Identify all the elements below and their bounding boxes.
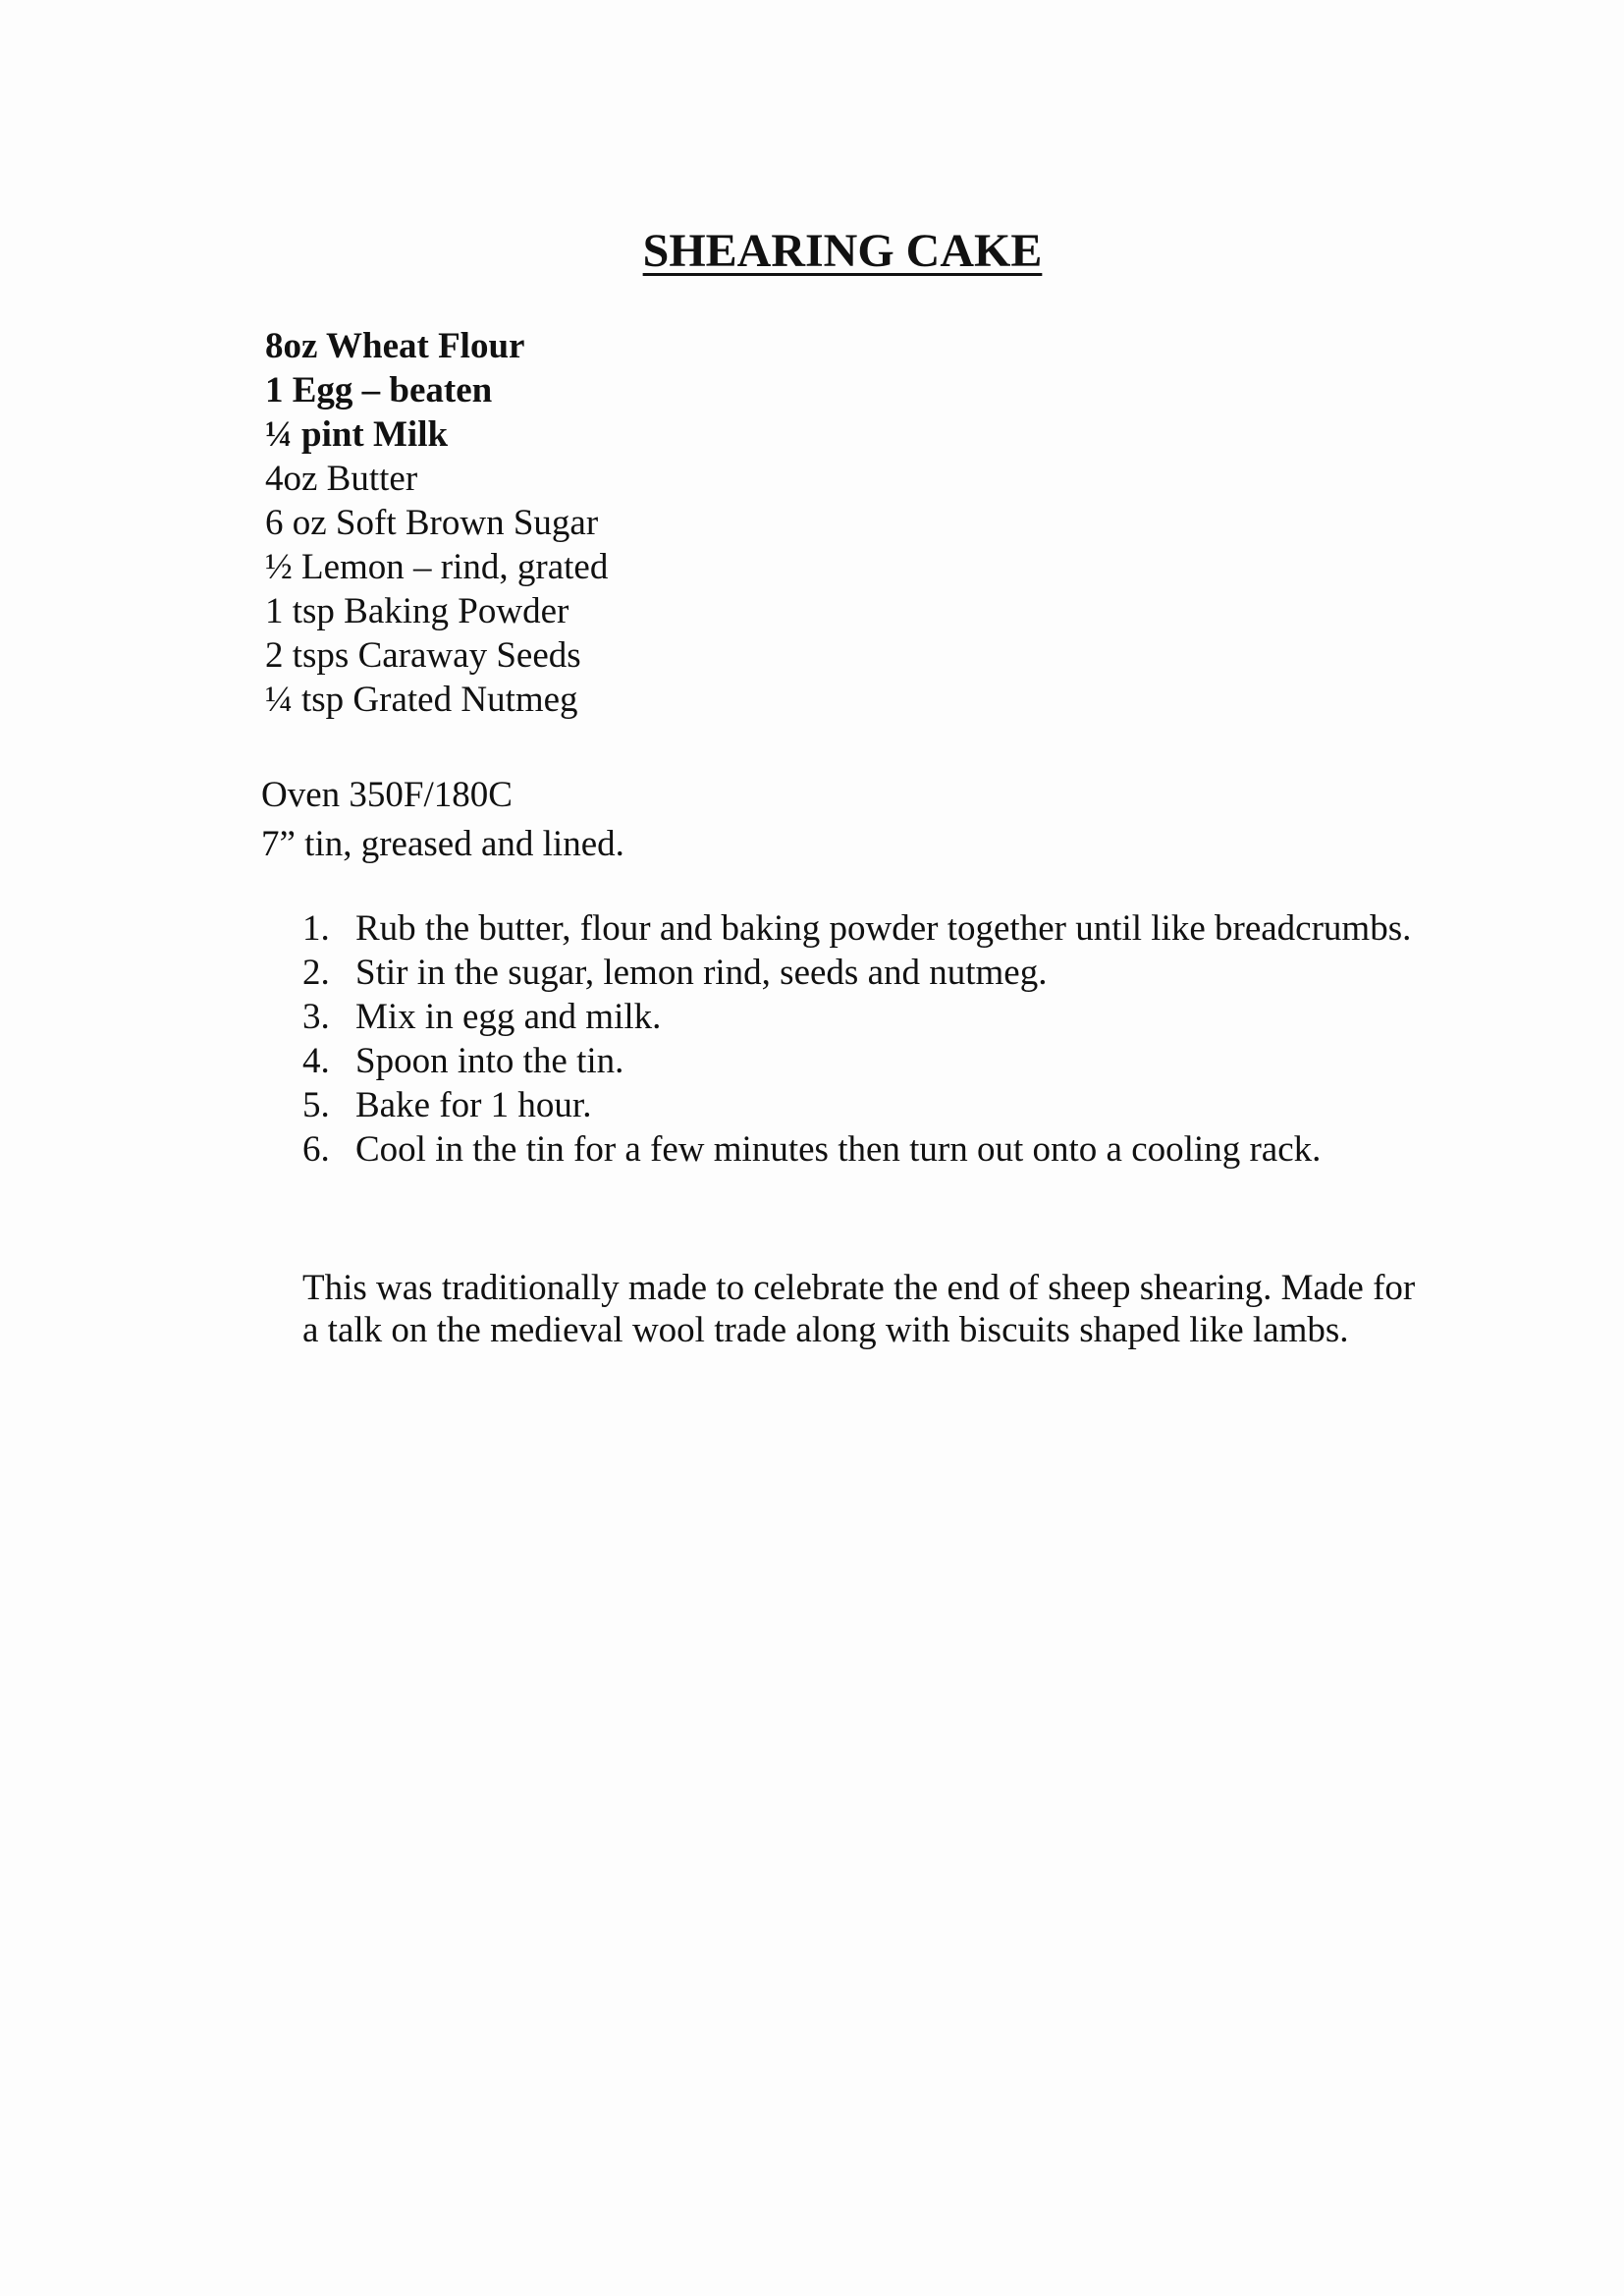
ingredient-item: 2 tsps Caraway Seeds [265, 635, 581, 676]
recipe-title: SHEARING CAKE [642, 225, 1043, 277]
step-text: Bake for 1 hour. [355, 1085, 592, 1125]
oven-info [261, 771, 624, 869]
ingredient-item: ¼ tsp Grated Nutmeg [265, 680, 578, 720]
step-text: Spoon into the tin. [355, 1041, 624, 1081]
ingredient-item: 6 oz Soft Brown Sugar [265, 503, 599, 543]
ingredient-item: 1 Egg – beaten [265, 370, 493, 410]
ingredient-item: ½ Lemon – rind, grated [265, 547, 609, 587]
method-step [302, 1039, 1412, 1083]
step-number: 4. [302, 1041, 330, 1081]
method-step [302, 995, 1412, 1039]
step-number: 6. [302, 1129, 330, 1170]
recipe-title-container [0, 226, 1624, 278]
ingredient-item: 1 tsp Baking Powder [265, 591, 569, 631]
recipe-notes: This was traditionally made to celebrate the end of sheep shearing. Made for a talk on the medieval wool trade along with biscuits shaped like lambs. [302, 1268, 1416, 1350]
ingredients-list [265, 324, 608, 722]
step-text: Mix in egg and milk. [355, 997, 662, 1037]
step-number: 1. [302, 908, 330, 949]
method-step [302, 906, 1412, 951]
ingredient-item: ¼ pint Milk [265, 414, 449, 455]
method-step [302, 951, 1412, 995]
method-step [302, 1083, 1412, 1127]
oven-temperature: Oven 350F/180C [261, 775, 513, 815]
method-steps [302, 906, 1412, 1172]
step-text: Stir in the sugar, lemon rind, seeds and nutmeg. [355, 953, 1048, 993]
step-number: 2. [302, 953, 330, 993]
tin-instructions: 7” tin, greased and lined. [261, 824, 624, 864]
step-number: 3. [302, 997, 330, 1037]
step-text: Rub the butter, flour and baking powder together until like breadcrumbs. [355, 908, 1412, 949]
step-number: 5. [302, 1085, 330, 1125]
method-step [302, 1127, 1412, 1172]
ingredient-item: 4oz Butter [265, 459, 418, 499]
step-text: Cool in the tin for a few minutes then turn out onto a cooling rack. [355, 1129, 1322, 1170]
ingredient-item: 8oz Wheat Flour [265, 326, 525, 366]
